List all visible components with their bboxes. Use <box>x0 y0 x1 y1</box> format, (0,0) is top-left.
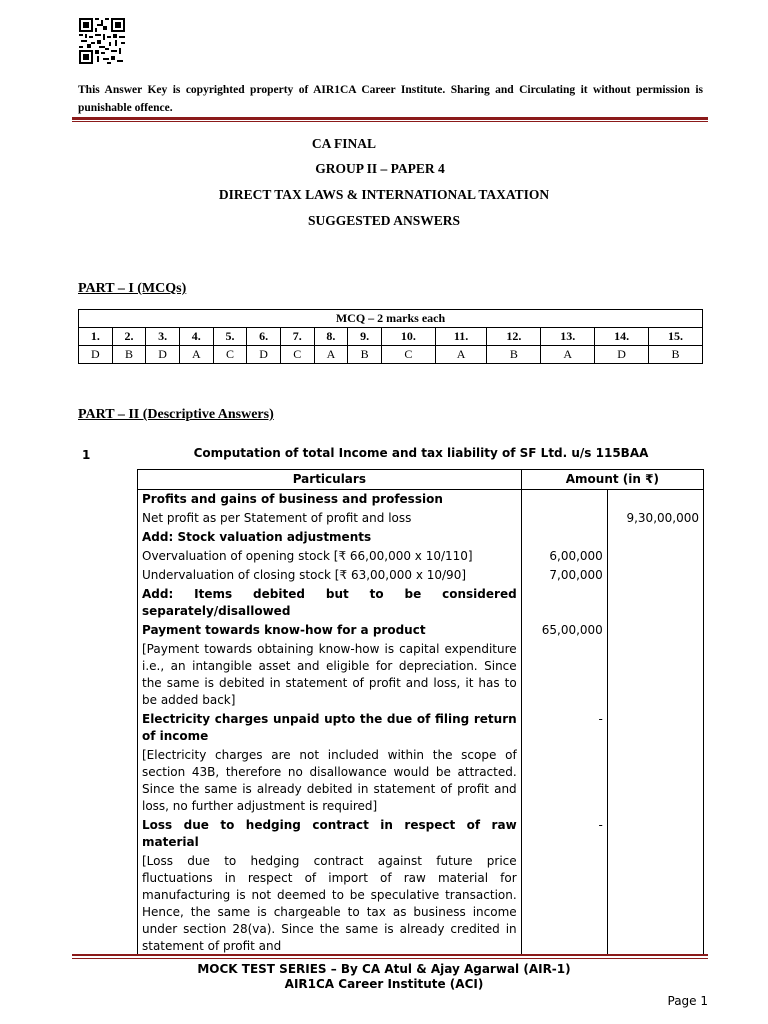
amount-inner-cell <box>521 585 607 621</box>
mcq-answer-cell: A <box>435 346 487 364</box>
page-number: Page 1 <box>667 994 708 1008</box>
mcq-number-cell: 5. <box>213 328 247 346</box>
mcq-answer-cell: D <box>79 346 113 364</box>
amount-inner-cell: - <box>521 710 607 746</box>
mcq-number-cell: 9. <box>348 328 382 346</box>
computation-row <box>138 816 704 852</box>
amount-outer-cell <box>607 566 703 585</box>
mcq-number-cell: 10. <box>381 328 435 346</box>
amount-inner-cell <box>521 509 607 528</box>
qr-code-icon <box>79 18 125 64</box>
particulars-cell: Electricity charges unpaid upto the due of filing return of income <box>138 710 522 746</box>
mcq-answer-cell: B <box>487 346 541 364</box>
amount-outer-cell <box>607 710 703 746</box>
particulars-cell: Net profit as per Statement of profit and loss <box>138 509 522 528</box>
mcq-answer-cell: B <box>112 346 146 364</box>
header-rule <box>72 117 708 120</box>
part1-heading: PART – I (MCQs) <box>78 281 187 296</box>
computation-row <box>138 710 704 746</box>
mcq-answer-cell: C <box>381 346 435 364</box>
mcq-number-cell: 13. <box>541 328 595 346</box>
mcq-number-cell: 11. <box>435 328 487 346</box>
particulars-cell: Loss due to hedging contract in respect of raw material <box>138 816 522 852</box>
computation-row <box>138 852 704 956</box>
document-title: SUGGESTED ANSWERS <box>308 213 460 228</box>
computation-row <box>138 585 704 621</box>
col-amount: Amount (in ₹) <box>521 470 703 490</box>
amount-outer-cell <box>607 852 703 956</box>
amount-inner-cell: - <box>521 816 607 852</box>
amount-outer-cell <box>607 490 703 510</box>
amount-inner-cell <box>521 490 607 510</box>
mcq-answer-cell: C <box>280 346 314 364</box>
mcq-answer-cell: D <box>146 346 180 364</box>
mcq-answer-cell: D <box>247 346 281 364</box>
mcq-number-cell: 4. <box>179 328 213 346</box>
computation-row <box>138 566 704 585</box>
particulars-cell: Undervaluation of closing stock [₹ 63,00,000 x 10/90] <box>138 566 522 585</box>
part2-heading: PART – II (Descriptive Answers) <box>78 407 274 422</box>
amount-inner-cell <box>521 852 607 956</box>
mcq-number-cell: 6. <box>247 328 281 346</box>
mcq-number-row <box>79 328 703 346</box>
amount-inner-cell: 7,00,000 <box>521 566 607 585</box>
amount-outer-cell <box>607 816 703 852</box>
computation-row <box>138 746 704 816</box>
mcq-answer-cell: B <box>348 346 382 364</box>
particulars-cell: [Payment towards obtaining know-how is capital expenditure i.e., an intangible asset and eligible for depreciation. Since the same is debited in statement of profit and loss, it has to be added back] <box>138 640 522 710</box>
computation-row <box>138 509 704 528</box>
particulars-cell: Payment towards know-how for a product <box>138 621 522 640</box>
mcq-answer-row <box>79 346 703 364</box>
mcq-answer-cell: C <box>213 346 247 364</box>
header-rule-thin <box>72 121 708 122</box>
footer-rule <box>72 954 708 956</box>
mcq-answer-cell: A <box>179 346 213 364</box>
mcq-answer-cell: A <box>541 346 595 364</box>
amount-outer-cell: 9,30,00,000 <box>607 509 703 528</box>
particulars-cell: Overvaluation of opening stock [₹ 66,00,000 x 10/110] <box>138 547 522 566</box>
col-particulars: Particulars <box>138 470 522 490</box>
paper-group: GROUP II – PAPER 4 <box>315 161 445 176</box>
mcq-number-cell: 1. <box>79 328 113 346</box>
amount-outer-cell <box>607 621 703 640</box>
computation-table <box>137 469 704 956</box>
particulars-cell: [Electricity charges are not included within the scope of section 43B, therefore no disallowance would be attracted. Since the same is already debited in statement of profit and loss, no further adjustment is required] <box>138 746 522 816</box>
computation-row <box>138 621 704 640</box>
amount-inner-cell: 6,00,000 <box>521 547 607 566</box>
amount-outer-cell <box>607 547 703 566</box>
particulars-cell: Profits and gains of business and profession <box>138 490 522 510</box>
computation-row <box>138 640 704 710</box>
mcq-number-cell: 12. <box>487 328 541 346</box>
amount-outer-cell <box>607 746 703 816</box>
computation-row <box>138 528 704 547</box>
footer-institute: AIR1CA Career Institute (ACI) <box>284 977 484 991</box>
question-title: Computation of total Income and tax liability of SF Ltd. u/s 115BAA <box>193 446 649 460</box>
mcq-answer-table <box>78 309 703 364</box>
amount-inner-cell <box>521 746 607 816</box>
mcq-answer-cell: A <box>314 346 348 364</box>
computation-row <box>138 547 704 566</box>
computation-row <box>138 490 704 510</box>
paper-subject: DIRECT TAX LAWS & INTERNATIONAL TAXATION <box>218 187 550 202</box>
footer-rule-thin <box>72 958 708 959</box>
copyright-notice: This Answer Key is copyrighted property of AIR1CA Career Institute. Sharing and Circulating it without permission is punishable offence. <box>78 84 703 114</box>
mcq-number-cell: 2. <box>112 328 146 346</box>
mcq-answer-cell: D <box>595 346 649 364</box>
mcq-number-cell: 7. <box>280 328 314 346</box>
amount-inner-cell <box>521 528 607 547</box>
particulars-cell: Add: Items debited but to be considered separately/disallowed <box>138 585 522 621</box>
amount-outer-cell <box>607 528 703 547</box>
mcq-table-title: MCQ – 2 marks each <box>79 310 703 328</box>
mcq-number-cell: 15. <box>649 328 703 346</box>
amount-inner-cell: 65,00,000 <box>521 621 607 640</box>
mcq-number-cell: 3. <box>146 328 180 346</box>
particulars-cell: Add: Stock valuation adjustments <box>138 528 522 547</box>
amount-outer-cell <box>607 585 703 621</box>
mcq-number-cell: 8. <box>314 328 348 346</box>
question-number: 1 <box>82 448 91 462</box>
mcq-number-cell: 14. <box>595 328 649 346</box>
particulars-cell: [Loss due to hedging contract against future price fluctuations in respect of import of raw material for manufacturing is not deemed to be speculative transaction. Hence, the same is chargeable to tax as business income under section 28(va). Since the same is already credited in statement of profit and <box>138 852 522 956</box>
amount-inner-cell <box>521 640 607 710</box>
mcq-answer-cell: B <box>649 346 703 364</box>
exam-name: CA FINAL <box>311 136 377 151</box>
amount-outer-cell <box>607 640 703 710</box>
footer-series: MOCK TEST SERIES – By CA Atul & Ajay Agarwal (AIR-1) <box>197 962 571 976</box>
